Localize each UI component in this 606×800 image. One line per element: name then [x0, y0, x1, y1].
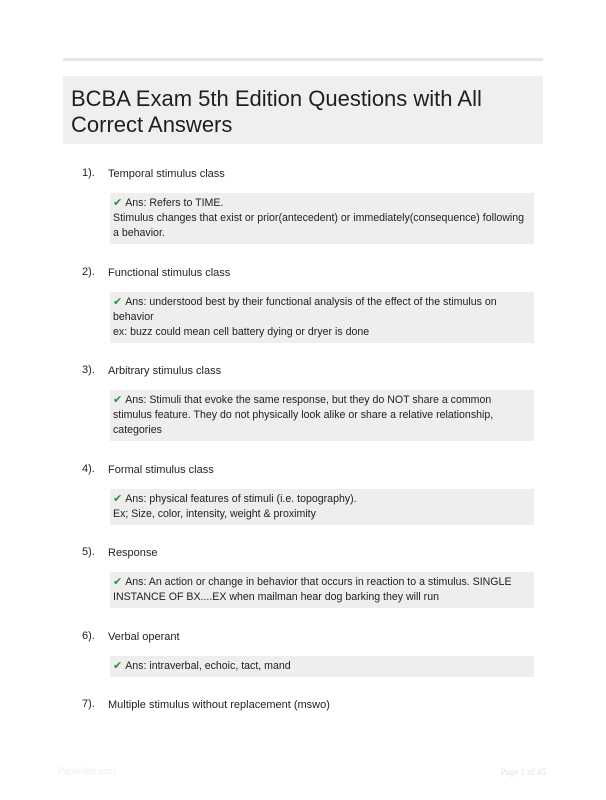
question-number: 4).	[82, 463, 95, 475]
question-number: 2).	[82, 266, 95, 278]
check-icon: ✔	[113, 296, 123, 308]
check-icon: ✔	[113, 576, 123, 588]
answer-line: Stimulus changes that exist or prior(antecedent) or immediately(consequence) following	[113, 212, 525, 224]
top-divider	[63, 58, 543, 61]
title-box	[63, 76, 543, 144]
check-icon: ✔	[113, 197, 123, 209]
answer-line: Ex; Size, color, intensity, weight & proximity	[113, 508, 316, 520]
question-number: 6).	[82, 630, 95, 642]
answer-box	[110, 193, 534, 244]
footer-watermark: Paperlibe.com	[58, 766, 116, 776]
question-text: Arbitrary stimulus class	[108, 365, 222, 377]
answer-line: Ans: understood best by their functional analysis of the effect of the stimulus on	[125, 296, 497, 308]
question-text: Multiple stimulus without replacement (mswo)	[108, 699, 330, 711]
page-number: Page 1 of 45	[500, 767, 546, 777]
question-text: Functional stimulus class	[108, 267, 231, 279]
document-title: BCBA Exam 5th Edition Questions with All Correct Answers	[71, 86, 482, 137]
answer-line: Ans: Refers to TIME.	[125, 197, 224, 209]
answer-box	[110, 656, 534, 677]
question-text: Verbal operant	[108, 631, 180, 643]
answer-line: behavior	[113, 311, 154, 323]
answer-line: Ans: Stimuli that evoke the same response, but they do NOT share a common	[125, 394, 492, 406]
question-number: 5).	[82, 546, 95, 558]
answer-line: Ans: physical features of stimuli (i.e. topography).	[125, 493, 357, 505]
question-number: 3).	[82, 364, 95, 376]
answer-line: Ans: An action or change in behavior that occurs in reaction to a stimulus. SINGLE	[125, 576, 512, 588]
answer-box	[110, 390, 534, 441]
answer-line: categories	[113, 424, 162, 436]
check-icon: ✔	[113, 660, 123, 672]
answer-box	[110, 489, 534, 525]
question-number: 1).	[82, 167, 95, 179]
answer-line: stimulus feature. They do not physically look alike or share a relative relationship,	[113, 409, 494, 421]
answer-box	[110, 292, 534, 343]
check-icon: ✔	[113, 493, 123, 505]
question-text: Temporal stimulus class	[108, 168, 225, 180]
question-text: Formal stimulus class	[108, 464, 214, 476]
question-number: 7).	[82, 698, 95, 710]
answer-line: a behavior.	[113, 227, 165, 239]
check-icon: ✔	[113, 394, 123, 406]
answer-box	[110, 572, 534, 608]
answer-line: INSTANCE OF BX....EX when mailman hear dog barking they will run	[113, 591, 439, 603]
answer-line: Ans: intraverbal, echoic, tact, mand	[125, 660, 291, 672]
answer-line: ex: buzz could mean cell battery dying or dryer is done	[113, 326, 370, 338]
question-text: Response	[108, 547, 158, 559]
